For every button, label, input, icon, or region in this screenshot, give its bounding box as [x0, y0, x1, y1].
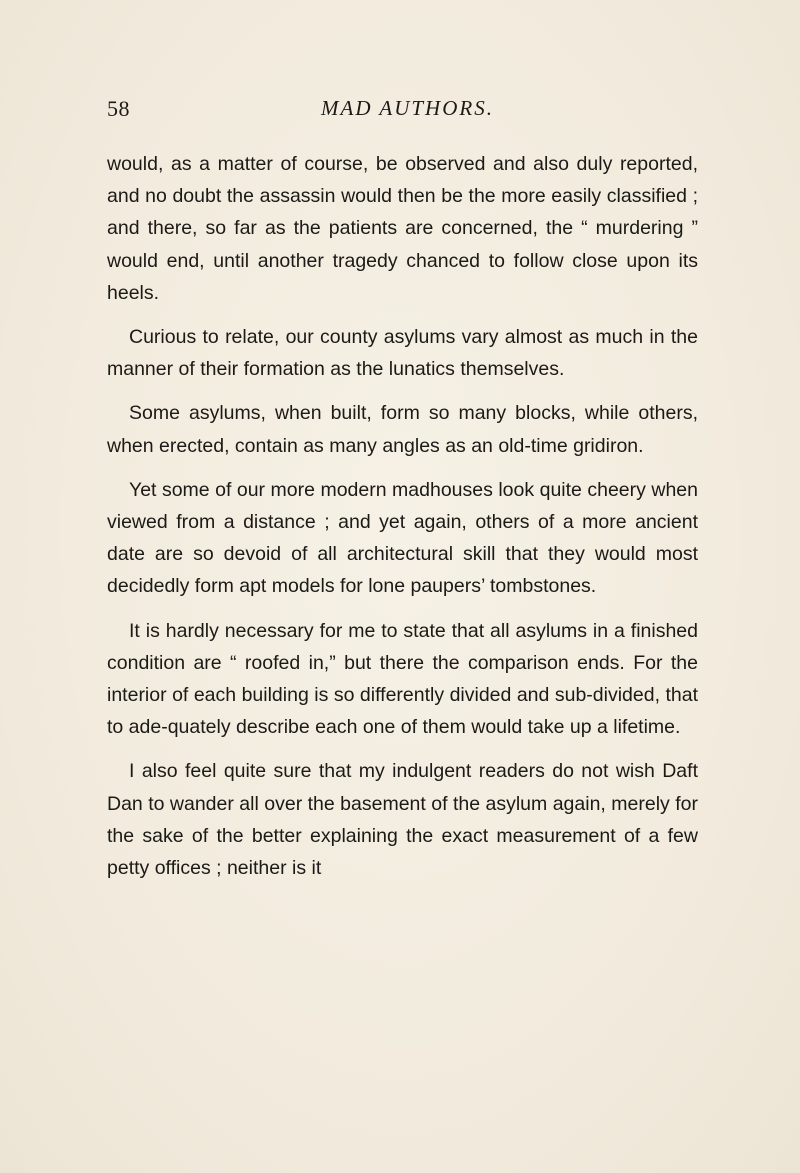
paragraph: It is hardly necessary for me to state that all asylums in a finished condition are “ roofed in,” but there the comparison ends. For the interior of each building is so differently divided and sub-divided, that to ade-quately describe each one of them would take up a lifetime. [107, 619, 698, 739]
page-number: 58 [107, 96, 130, 121]
paragraph: Some asylums, when built, form so many blocks, while others, when erected, contain as many angles as an old-time gridiron. [107, 402, 698, 457]
paragraph-continued: would, as a matter of course, be observed and also duly reported, and no doubt the assassin would then be the more easily classified ; and there, so far as the patients are concerned, the “ murdering ” would end, until another tragedy chanced to follow close upon its heels. [107, 153, 698, 304]
paragraph: I also feel quite sure that my indulgent readers do not wish Daft Dan to wander all over the basement of the asylum again, merely for the sake of the better explaining the exact measurement of a few petty offices ; neither is it [107, 760, 698, 880]
paragraph: Yet some of our more modern madhouses look quite cheery when viewed from a distance ; and yet again, others of a more ancient date are so devoid of all architectural skill that they would most decidedly form apt models for lone paupers’ tombstones. [107, 478, 698, 598]
running-head [107, 96, 698, 126]
running-title: MAD AUTHORS. [321, 96, 494, 120]
paragraph: Curious to relate, our county asylums vary almost as much in the manner of their formation as the lunatics themselves. [107, 326, 698, 381]
body-text [107, 148, 698, 896]
